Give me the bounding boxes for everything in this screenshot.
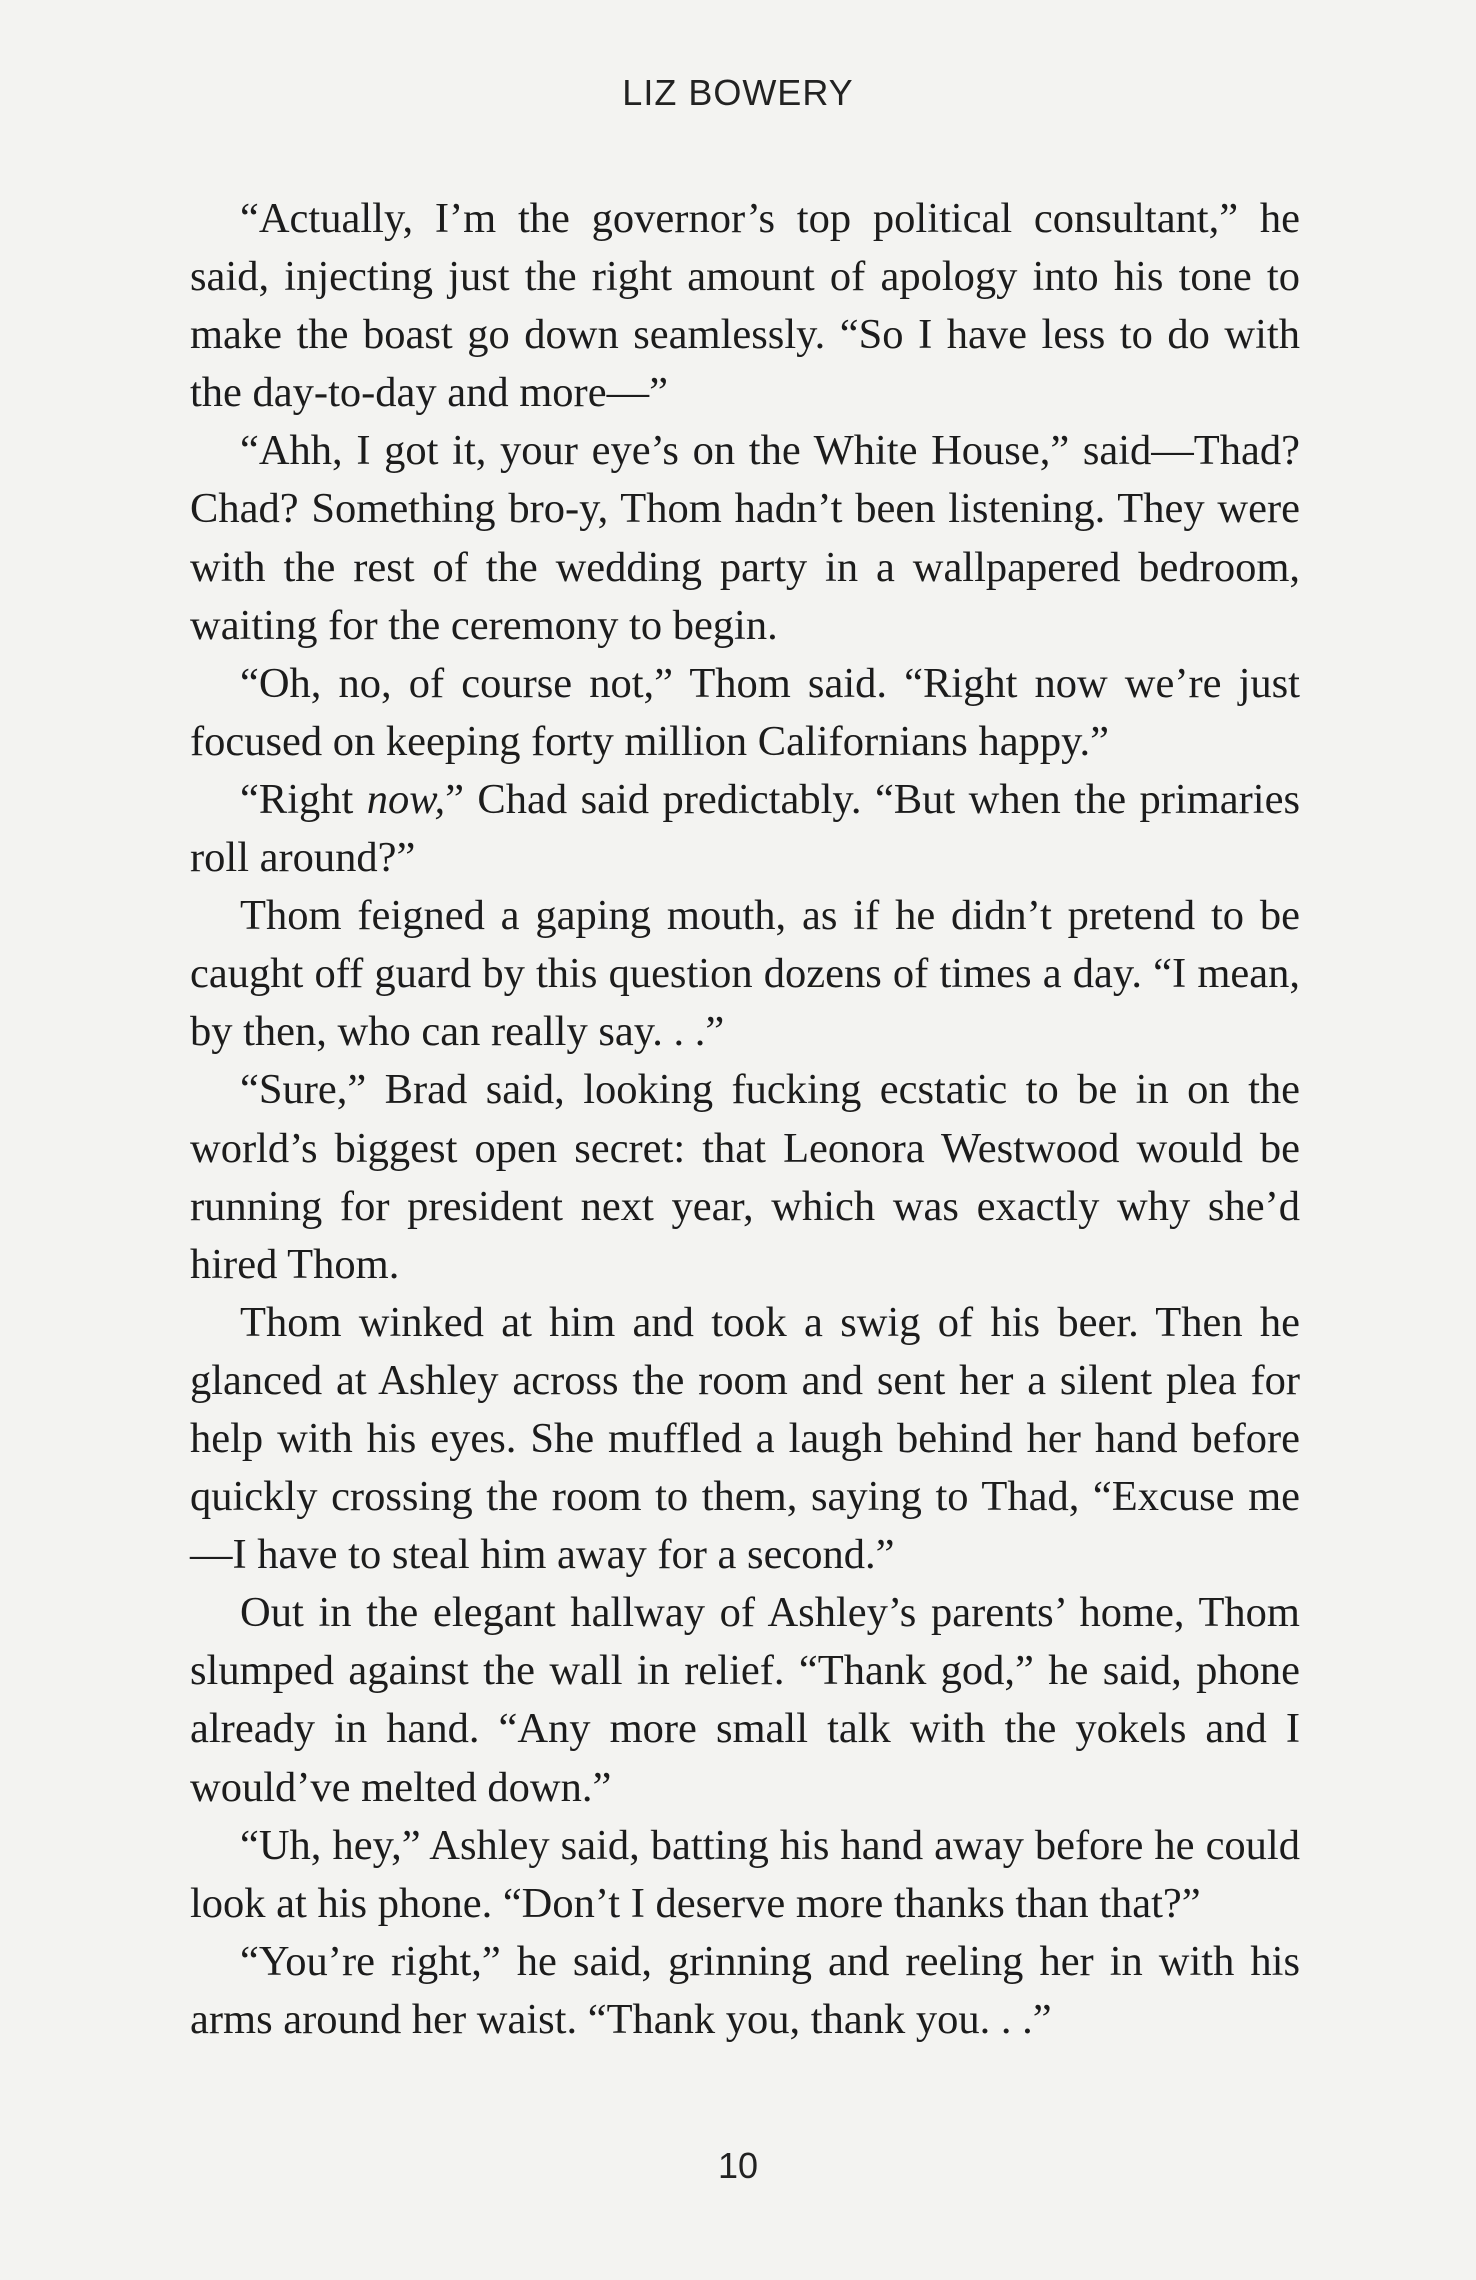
paragraph: “Uh, hey,” Ashley said, batting his hand away before he could look at his phone. “Don’t I deserve more thanks than that?”	[190, 1821, 1300, 1927]
paragraph: “Oh, no, of course not,” Thom said. “Right now we’re just focused on keeping forty million Californians happy.”	[190, 659, 1300, 765]
paragraph-text: ” Chad said predictably. “But when the primaries roll around?”	[190, 775, 1301, 882]
paragraph: “Ahh, I got it, your eye’s on the White House,” said—Thad? Chad? Something bro-y, Thom hadn’t been listening. They were with the rest of the wedding party in a wallpapered bedroom, waiting for the ceremony to begin.	[190, 427, 1300, 649]
paragraph	[190, 771, 1300, 887]
paragraph: “You’re right,” he said, grinning and reeling her in with his arms around her waist. “Thank you, thank you. . .”	[190, 1937, 1300, 2043]
paragraph: Thom winked at him and took a swig of his beer. Then he glanced at Ashley across the room and sent her a silent plea for help with his eyes. She muffled a laugh behind her hand before quickly crossing the room to them, saying to Thad, “Excuse me—I have to steal him away for a second.”	[190, 1298, 1300, 1579]
emphasized-word: now,	[366, 775, 446, 823]
body-text	[190, 190, 1300, 2049]
page-number: 10	[717, 2145, 759, 2186]
paragraph: Out in the elegant hallway of Ashley’s parents’ home, Thom slumped against the wall in relief. “Thank god,” he said, phone already in hand. “Any more small talk with the yokels and I would’ve melted down.”	[190, 1589, 1300, 1811]
paragraph: “Sure,” Brad said, looking fucking ecstatic to be in on the world’s biggest open secret: that Leonora Westwood would be running for president next year, which was exactly why she’d hired Thom.	[190, 1066, 1300, 1288]
paragraph-text: “Right	[240, 775, 367, 823]
paragraph: “Actually, I’m the governor’s top political consultant,” he said, injecting just the right amount of apology into his tone to make the boast go down seamlessly. “So I have less to do with the day-to-day and more—”	[190, 195, 1300, 417]
paragraph: Thom feigned a gaping mouth, as if he didn’t pretend to be caught off guard by this question dozens of times a day. “I mean, by then, who can really say. . .”	[190, 892, 1300, 1056]
running-head: LIZ BOWERY	[622, 72, 854, 113]
